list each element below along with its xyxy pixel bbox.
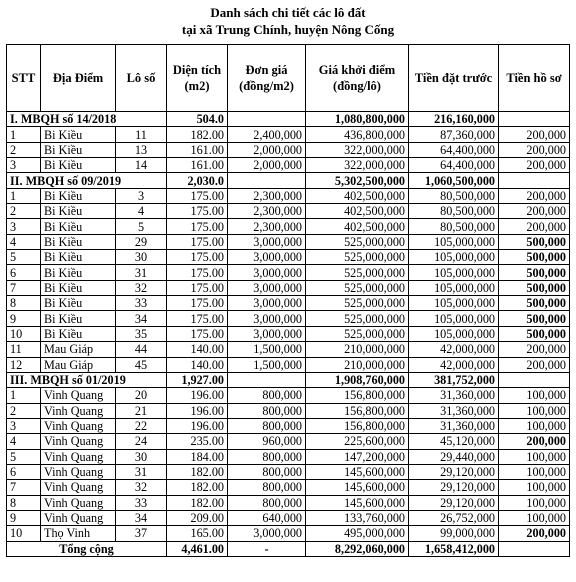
cell-lot: 33 [116,495,167,510]
table-row [7,219,570,234]
table-row [7,296,570,311]
cell-start-price: 402,500,000 [306,188,409,203]
cell-place: Bi Kiều [41,326,116,341]
cell-deposit: 64,400,000 [409,158,499,173]
cell-fee: 100,000 [499,388,570,403]
cell-unit-price: 2,300,000 [228,204,306,219]
cell-start-price: 145,600,000 [306,464,409,479]
cell-stt: 12 [7,357,41,372]
cell-fee: 500,000 [499,250,570,265]
cell-unit-price: 2,300,000 [228,219,306,234]
cell-lot: 34 [116,510,167,525]
cell-deposit: 105,000,000 [409,326,499,341]
cell-stt: 3 [7,158,41,173]
cell-area: 196.00 [167,418,228,433]
cell-unit-price: 800,000 [228,449,306,464]
cell-fee: 500,000 [499,234,570,249]
cell-deposit: 105,000,000 [409,234,499,249]
cell-stt: 7 [7,280,41,295]
cell-stt: 6 [7,464,41,479]
cell-area: 161.00 [167,142,228,157]
cell-unit-price: 2,400,000 [228,127,306,142]
cell-unit-price: 800,000 [228,418,306,433]
group-unit-empty [228,173,306,188]
cell-deposit: 105,000,000 [409,265,499,280]
total-deposit: 1,658,412,000 [409,541,499,556]
table-row [7,403,570,418]
cell-area: 175.00 [167,280,228,295]
cell-unit-price: 3,000,000 [228,526,306,541]
cell-lot: 29 [116,234,167,249]
cell-fee: 200,000 [499,526,570,541]
cell-deposit: 31,360,000 [409,403,499,418]
cell-unit-price: 3,000,000 [228,234,306,249]
cell-lot: 4 [116,204,167,219]
cell-area: 140.00 [167,357,228,372]
cell-unit-price: 2,000,000 [228,142,306,157]
cell-unit-price: 800,000 [228,495,306,510]
cell-unit-price: 800,000 [228,480,306,495]
cell-area: 175.00 [167,234,228,249]
title-line-1: Danh sách chi tiết các lô đất [210,5,366,20]
total-row [7,541,570,556]
cell-deposit: 29,120,000 [409,495,499,510]
table-row [7,495,570,510]
cell-area: 209.00 [167,510,228,525]
cell-unit-price: 800,000 [228,388,306,403]
cell-area: 165.00 [167,526,228,541]
cell-area: 182.00 [167,480,228,495]
header-stt: STT [7,45,41,112]
cell-place: Vinh Quang [41,449,116,464]
table-row [7,188,570,203]
cell-lot: 21 [116,403,167,418]
cell-deposit: 45,120,000 [409,434,499,449]
group-unit-empty [228,372,306,387]
cell-place: Bi Kiều [41,311,116,326]
cell-deposit: 29,440,000 [409,449,499,464]
table-row [7,127,570,142]
cell-fee: 200,000 [499,219,570,234]
cell-place: Bi Kiều [41,142,116,157]
cell-start-price: 145,600,000 [306,495,409,510]
cell-place: Vinh Quang [41,388,116,403]
cell-fee: 500,000 [499,311,570,326]
cell-fee: 200,000 [499,142,570,157]
cell-deposit: 31,360,000 [409,388,499,403]
cell-deposit: 105,000,000 [409,311,499,326]
group-row [7,372,570,387]
cell-lot: 13 [116,142,167,157]
cell-unit-price: 3,000,000 [228,326,306,341]
table-row [7,449,570,464]
cell-stt: 1 [7,188,41,203]
cell-lot: 20 [116,388,167,403]
cell-area: 175.00 [167,204,228,219]
cell-unit-price: 1,500,000 [228,357,306,372]
table-row [7,357,570,372]
cell-lot: 31 [116,464,167,479]
table-row [7,480,570,495]
cell-start-price: 156,800,000 [306,403,409,418]
total-start-price: 8,292,060,000 [306,541,409,556]
cell-place: Vinh Quang [41,495,116,510]
cell-stt: 9 [7,510,41,525]
cell-start-price: 525,000,000 [306,280,409,295]
cell-stt: 5 [7,449,41,464]
cell-deposit: 105,000,000 [409,280,499,295]
cell-stt: 6 [7,265,41,280]
group-deposit: 1,060,500,000 [409,173,499,188]
group-unit-empty [228,112,306,127]
cell-place: Bi Kiều [41,280,116,295]
cell-start-price: 436,800,000 [306,127,409,142]
cell-place: Bi Kiều [41,219,116,234]
cell-deposit: 87,360,000 [409,127,499,142]
cell-area: 175.00 [167,250,228,265]
cell-lot: 22 [116,418,167,433]
cell-unit-price: 3,000,000 [228,296,306,311]
cell-lot: 32 [116,280,167,295]
cell-unit-price: 3,000,000 [228,311,306,326]
cell-stt: 9 [7,311,41,326]
cell-lot: 14 [116,158,167,173]
group-start-price: 1,908,760,000 [306,372,409,387]
cell-place: Bi Kiều [41,158,116,173]
cell-stt: 10 [7,326,41,341]
cell-place: Bi Kiều [41,127,116,142]
cell-deposit: 29,120,000 [409,480,499,495]
header-tien-dat-truoc: Tiền đặt trước [409,45,499,112]
group-row [7,173,570,188]
cell-start-price: 495,000,000 [306,526,409,541]
cell-place: Bi Kiều [41,296,116,311]
cell-unit-price: 640,000 [228,510,306,525]
total-area: 4,461.00 [167,541,228,556]
group-label: II. MBQH số 09/2019 [7,173,167,188]
group-row [7,112,570,127]
table-row [7,434,570,449]
land-lot-table [6,44,570,557]
cell-place: Bi Kiều [41,188,116,203]
total-fee-empty [499,541,570,556]
cell-area: 140.00 [167,342,228,357]
cell-unit-price: 2,000,000 [228,158,306,173]
cell-deposit: 64,400,000 [409,142,499,157]
group-deposit: 216,160,000 [409,112,499,127]
header-don-gia: Đơn giá (đồng/m2) [228,45,306,112]
group-area: 1,927.00 [167,372,228,387]
cell-lot: 3 [116,188,167,203]
cell-start-price: 402,500,000 [306,204,409,219]
cell-lot: 30 [116,449,167,464]
cell-lot: 11 [116,127,167,142]
cell-area: 175.00 [167,265,228,280]
cell-place: Mau Giáp [41,342,116,357]
table-row [7,388,570,403]
cell-deposit: 26,752,000 [409,510,499,525]
cell-deposit: 80,500,000 [409,204,499,219]
table-row [7,158,570,173]
cell-lot: 45 [116,357,167,372]
cell-lot: 37 [116,526,167,541]
group-start-price: 5,302,500,000 [306,173,409,188]
cell-start-price: 525,000,000 [306,250,409,265]
header-dien-tich: Diện tích (m2) [167,45,228,112]
group-start-price: 1,080,800,000 [306,112,409,127]
cell-start-price: 525,000,000 [306,265,409,280]
cell-deposit: 80,500,000 [409,219,499,234]
table-row [7,418,570,433]
cell-lot: 34 [116,311,167,326]
document-title [0,0,576,38]
cell-stt: 11 [7,342,41,357]
cell-place: Vinh Quang [41,403,116,418]
total-label: Tổng cộng [7,541,167,556]
cell-unit-price: 2,300,000 [228,188,306,203]
cell-start-price: 525,000,000 [306,234,409,249]
cell-start-price: 210,000,000 [306,357,409,372]
cell-place: Bi Kiều [41,234,116,249]
cell-fee: 200,000 [499,357,570,372]
cell-deposit: 105,000,000 [409,250,499,265]
table-row [7,326,570,341]
cell-place: Vinh Quang [41,418,116,433]
cell-start-price: 133,760,000 [306,510,409,525]
cell-deposit: 42,000,000 [409,357,499,372]
cell-start-price: 525,000,000 [306,296,409,311]
group-label: I. MBQH số 14/2018 [7,112,167,127]
cell-stt: 8 [7,296,41,311]
cell-start-price: 402,500,000 [306,219,409,234]
cell-start-price: 145,600,000 [306,480,409,495]
header-tien-ho-so: Tiền hồ sơ [499,45,570,112]
cell-fee: 200,000 [499,342,570,357]
cell-start-price: 156,800,000 [306,388,409,403]
cell-area: 235.00 [167,434,228,449]
table-row [7,464,570,479]
cell-place: Bi Kiều [41,204,116,219]
group-area: 2,030.0 [167,173,228,188]
cell-place: Bi Kiều [41,265,116,280]
cell-area: 175.00 [167,311,228,326]
cell-deposit: 80,500,000 [409,188,499,203]
group-deposit: 381,752,000 [409,372,499,387]
cell-start-price: 322,000,000 [306,142,409,157]
title-line-2: tại xã Trung Chính, huyện Nông Cống [181,22,395,37]
cell-stt: 5 [7,250,41,265]
cell-area: 196.00 [167,403,228,418]
cell-fee: 200,000 [499,188,570,203]
cell-lot: 30 [116,250,167,265]
cell-place: Vinh Quang [41,480,116,495]
cell-start-price: 147,200,000 [306,449,409,464]
table-row [7,250,570,265]
cell-stt: 3 [7,418,41,433]
table-row [7,526,570,541]
cell-fee: 200,000 [499,434,570,449]
cell-deposit: 99,000,000 [409,526,499,541]
cell-area: 175.00 [167,219,228,234]
cell-fee: 500,000 [499,265,570,280]
cell-area: 196.00 [167,388,228,403]
cell-stt: 3 [7,219,41,234]
cell-stt: 4 [7,434,41,449]
cell-stt: 2 [7,204,41,219]
cell-place: Vinh Quang [41,464,116,479]
cell-deposit: 105,000,000 [409,296,499,311]
cell-area: 182.00 [167,495,228,510]
cell-lot: 44 [116,342,167,357]
cell-stt: 1 [7,388,41,403]
cell-unit-price: 3,000,000 [228,280,306,295]
cell-fee: 500,000 [499,296,570,311]
cell-stt: 2 [7,142,41,157]
cell-start-price: 210,000,000 [306,342,409,357]
cell-lot: 31 [116,265,167,280]
group-label: III. MBQH số 01/2019 [7,372,167,387]
cell-fee: 500,000 [499,280,570,295]
cell-fee: 200,000 [499,127,570,142]
cell-unit-price: 800,000 [228,403,306,418]
table-row [7,510,570,525]
table-row [7,342,570,357]
cell-area: 182.00 [167,127,228,142]
group-area: 504.0 [167,112,228,127]
cell-place: Vinh Quang [41,510,116,525]
table-row [7,234,570,249]
cell-start-price: 156,800,000 [306,418,409,433]
table-row [7,280,570,295]
cell-stt: 1 [7,127,41,142]
cell-deposit: 31,360,000 [409,418,499,433]
cell-start-price: 225,600,000 [306,434,409,449]
group-fee-empty [499,372,570,387]
header-row [7,45,570,112]
table-body [7,112,570,557]
cell-area: 182.00 [167,464,228,479]
cell-area: 175.00 [167,326,228,341]
table-row [7,311,570,326]
total-unit: - [228,541,306,556]
group-fee-empty [499,173,570,188]
cell-area: 184.00 [167,449,228,464]
cell-stt: 4 [7,234,41,249]
cell-fee: 500,000 [499,326,570,341]
cell-fee: 200,000 [499,158,570,173]
cell-stt: 10 [7,526,41,541]
cell-unit-price: 960,000 [228,434,306,449]
cell-unit-price: 3,000,000 [228,265,306,280]
cell-start-price: 525,000,000 [306,326,409,341]
cell-place: Bi Kiều [41,250,116,265]
cell-fee: 100,000 [499,464,570,479]
cell-area: 175.00 [167,296,228,311]
cell-start-price: 525,000,000 [306,311,409,326]
cell-fee: 100,000 [499,495,570,510]
cell-deposit: 42,000,000 [409,342,499,357]
cell-lot: 33 [116,296,167,311]
cell-place: Thọ Vinh [41,526,116,541]
table-row [7,265,570,280]
cell-unit-price: 800,000 [228,464,306,479]
cell-unit-price: 1,500,000 [228,342,306,357]
cell-stt: 2 [7,403,41,418]
header-gia-khoi-diem: Giá khởi điểm (đồng/lô) [306,45,409,112]
cell-place: Vinh Quang [41,434,116,449]
cell-fee: 200,000 [499,204,570,219]
cell-fee: 100,000 [499,418,570,433]
header-dia-diem: Địa Điểm [41,45,116,112]
cell-fee: 100,000 [499,403,570,418]
group-fee-empty [499,112,570,127]
cell-area: 161.00 [167,158,228,173]
cell-fee: 100,000 [499,480,570,495]
cell-lot: 5 [116,219,167,234]
table-row [7,204,570,219]
table-row [7,142,570,157]
cell-deposit: 29,120,000 [409,464,499,479]
header-lo-so: Lô số [116,45,167,112]
cell-fee: 100,000 [499,449,570,464]
cell-lot: 24 [116,434,167,449]
cell-lot: 32 [116,480,167,495]
cell-stt: 7 [7,480,41,495]
cell-stt: 8 [7,495,41,510]
cell-start-price: 322,000,000 [306,158,409,173]
cell-place: Mau Giáp [41,357,116,372]
cell-area: 175.00 [167,188,228,203]
cell-lot: 35 [116,326,167,341]
cell-unit-price: 3,000,000 [228,250,306,265]
cell-fee: 100,000 [499,510,570,525]
